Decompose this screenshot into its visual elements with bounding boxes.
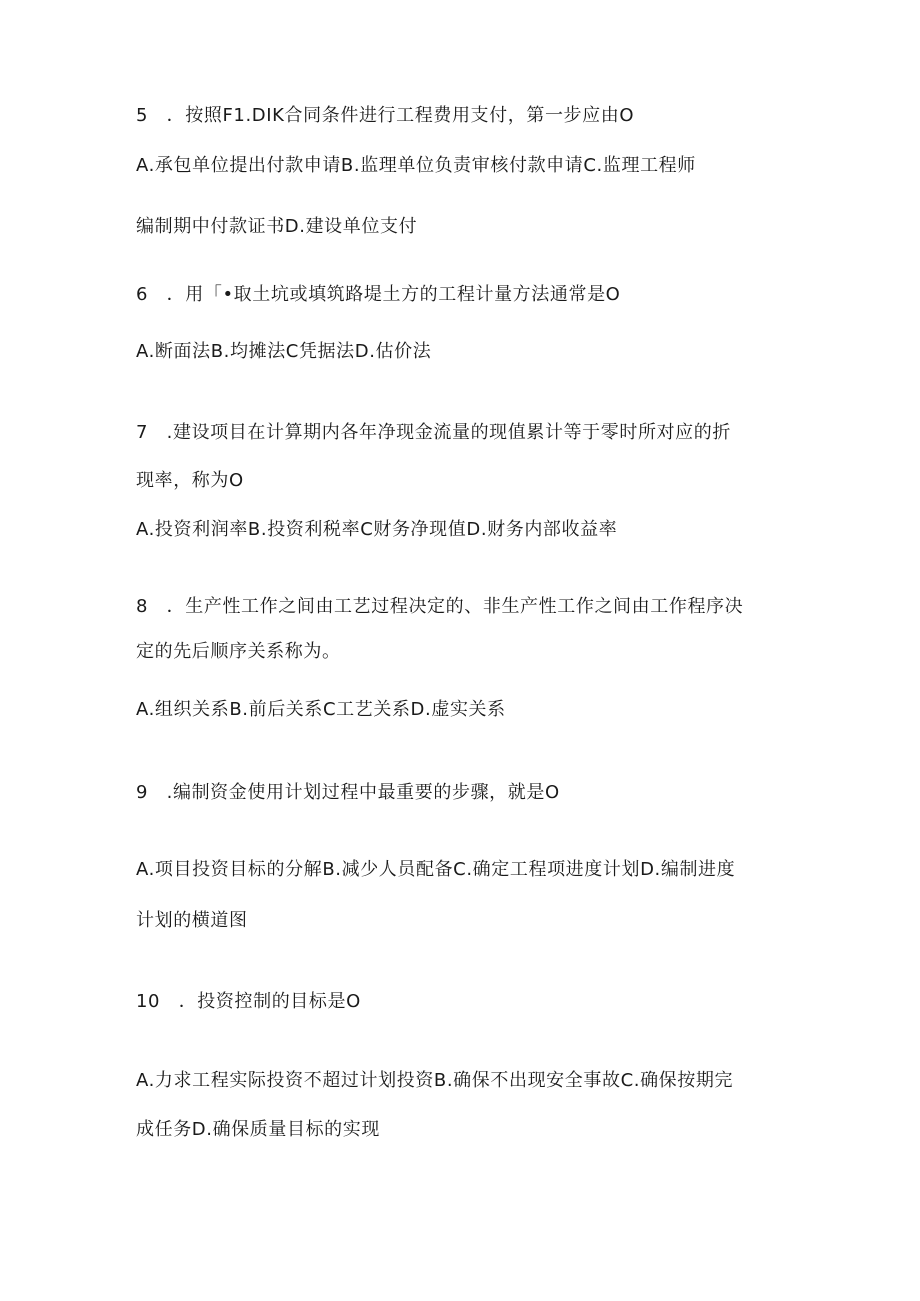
question-10-options-line-1: A.力求工程实际投资不超过计划投资B.确保不出现安全事故C.确保按期完 (136, 1070, 734, 1091)
question-8-text-line-2: 定的先后顺序关系称为。 (136, 641, 341, 662)
question-5-options-line-1: A.承包单位提出付款申请B.监理单位负责审核付款申请C.监理工程师 (136, 155, 696, 176)
question-9-options-line-1: A.项目投资目标的分解B.减少人员配备C.确定工程项进度计划D.编制进度 (136, 859, 736, 880)
question-8-text-line-1: 8 ．生产性工作之间由工艺过程决定的、非生产性工作之间由工作程序决 (136, 596, 744, 617)
question-9-text: 9 .编制资金使用计划过程中最重要的步骤，就是O (136, 782, 560, 803)
question-6-options: A.断面法B.均摊法C凭据法D.估价法 (136, 341, 432, 362)
question-5-options-line-2: 编制期中付款证书D.建设单位支付 (136, 216, 418, 237)
question-10-options-line-2: 成任务D.确保质量目标的实现 (136, 1119, 380, 1140)
question-8-options: A.组织关系B.前后关系C工艺关系D.虚实关系 (136, 699, 506, 720)
question-7-text-line-2: 现率，称为O (136, 470, 244, 491)
question-5-text: 5 ．按照F1.DIK合同条件进行工程费用支付，第一步应由O (136, 105, 635, 126)
question-7-text-line-1: 7 .建设项目在计算期内各年净现金流量的现值累计等于零时所对应的折 (136, 422, 731, 443)
question-6-text: 6 ．用「•取土坑或填筑路堤土方的工程计量方法通常是O (136, 284, 621, 305)
question-7-options: A.投资利润率B.投资利税率C财务净现值D.财务内部收益率 (136, 519, 618, 540)
question-10-text: 10 ．投资控制的目标是O (136, 991, 361, 1012)
question-9-options-line-2: 计划的横道图 (136, 910, 248, 931)
